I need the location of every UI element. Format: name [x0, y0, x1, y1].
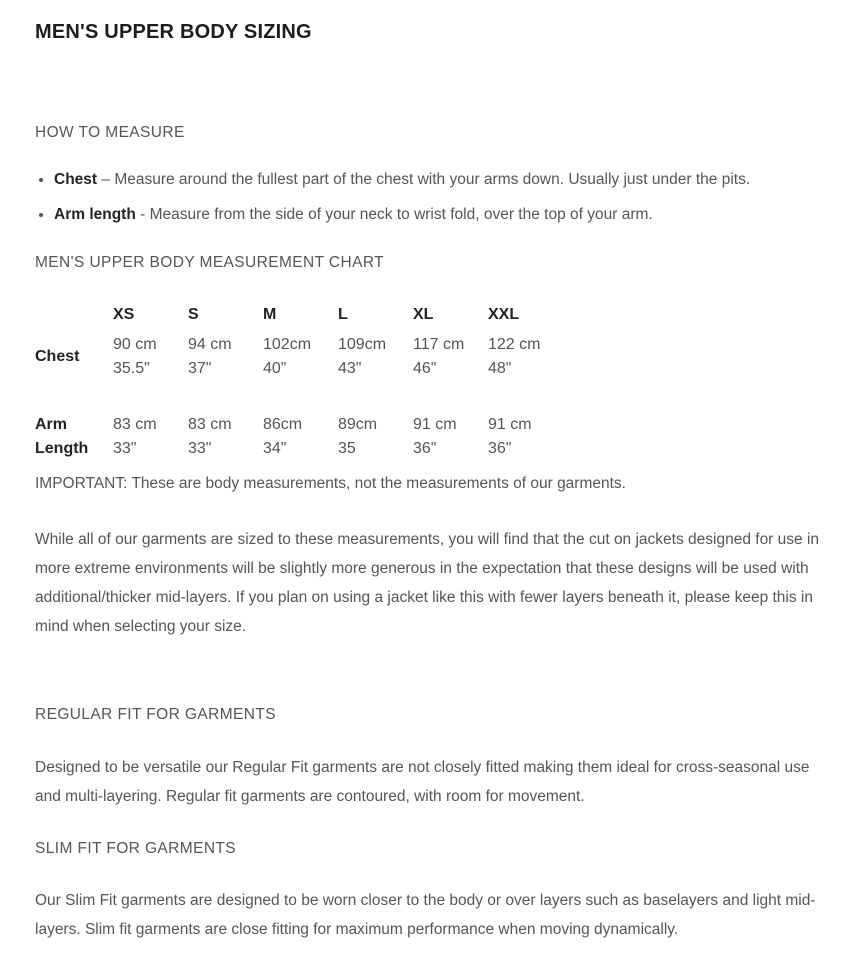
regular-fit-heading: REGULAR FIT FOR GARMENTS — [35, 706, 276, 723]
table-cell — [488, 413, 563, 461]
inch-value: 33" — [113, 440, 137, 457]
cm-value: 89cm — [338, 416, 378, 433]
inch-value: 35 — [338, 440, 356, 457]
table-cell — [413, 333, 488, 413]
measure-desc-chest: – Measure around the fullest part of the chest with your arms down. Usually just under the pits. — [101, 171, 751, 188]
size-chart-table — [35, 305, 563, 461]
table-row-arm-length — [35, 413, 563, 461]
inch-value: 36" — [488, 440, 512, 457]
cm-value: 117 cm — [413, 336, 465, 353]
table-cell — [263, 413, 338, 461]
list-item-chest — [54, 170, 821, 190]
cm-value: 109cm — [338, 336, 387, 353]
measure-term-arm-length: Arm length — [54, 206, 136, 223]
cm-value: 83 cm — [188, 416, 232, 433]
table-corner-cell — [35, 305, 113, 333]
inch-value: 36" — [413, 440, 437, 457]
table-cell — [413, 413, 488, 461]
important-note: IMPORTANT: These are body measurements, not the measurements of our garments. — [35, 475, 626, 492]
inch-value: 48" — [488, 360, 512, 377]
inch-value: 37" — [188, 360, 212, 377]
cm-value: 122 cm — [488, 336, 541, 353]
slim-fit-heading: SLIM FIT FOR GARMENTS — [35, 840, 237, 857]
column-header-xl: XL — [413, 306, 434, 323]
garment-sizing-paragraph: While all of our garments are sized to these measurements, you will find that the cut on jackets designed for use in more extreme environments will be slightly more generous in the expectation that these designs will be used with additional/thicker mid-layers. If you plan on using a jacket like this with fewer layers beneath it, please keep this in mind when selecting your size. — [35, 531, 820, 635]
inch-value: 34" — [263, 440, 287, 457]
table-cell — [263, 333, 338, 413]
table-cell — [188, 413, 263, 461]
row-label-arm-length: Arm Length — [35, 416, 89, 457]
inch-value: 35.5" — [113, 360, 150, 377]
inch-value: 33" — [188, 440, 212, 457]
table-header-row — [35, 305, 563, 333]
cm-value: 91 cm — [488, 416, 532, 433]
inch-value: 43" — [338, 360, 362, 377]
table-row-chest — [35, 333, 563, 413]
measure-term-chest: Chest — [54, 171, 98, 188]
column-header-s: S — [188, 306, 199, 323]
cm-value: 94 cm — [188, 336, 232, 353]
table-cell — [113, 333, 188, 413]
table-cell — [113, 413, 188, 461]
table-cell — [488, 333, 563, 413]
row-label-chest: Chest — [35, 348, 80, 365]
column-header-xs: XS — [113, 306, 135, 323]
cm-value: 83 cm — [113, 416, 157, 433]
column-header-l: L — [338, 306, 348, 323]
inch-value: 46" — [413, 360, 437, 377]
cm-value: 91 cm — [413, 416, 457, 433]
cm-value: 86cm — [263, 416, 303, 433]
table-cell — [188, 333, 263, 413]
column-header-m: M — [263, 306, 277, 323]
column-header-xxl: XXL — [488, 306, 520, 323]
inch-value: 40" — [263, 360, 287, 377]
table-cell — [338, 413, 413, 461]
measurement-chart-heading: MEN'S UPPER BODY MEASUREMENT CHART — [35, 254, 385, 271]
measure-desc-arm-length: - Measure from the side of your neck to wrist fold, over the top of your arm. — [140, 206, 653, 223]
cm-value: 102cm — [263, 336, 312, 353]
regular-fit-paragraph: Designed to be versatile our Regular Fit garments are not closely fitted making them ideal for cross-seasonal use and multi-layering. Regular fit garments are contoured, with room for movement. — [35, 759, 810, 805]
page-title: MEN'S UPPER BODY SIZING — [35, 21, 312, 43]
how-to-measure-heading: HOW TO MEASURE — [35, 124, 185, 141]
cm-value: 90 cm — [113, 336, 157, 353]
slim-fit-paragraph: Our Slim Fit garments are designed to be worn closer to the body or over layers such as baselayers and light mid-layers. Slim fit garments are close fitting for maximum performance when moving dynamically. — [35, 892, 816, 938]
table-cell — [338, 333, 413, 413]
list-item-arm-length — [54, 205, 821, 225]
measure-instructions-list — [35, 170, 821, 225]
